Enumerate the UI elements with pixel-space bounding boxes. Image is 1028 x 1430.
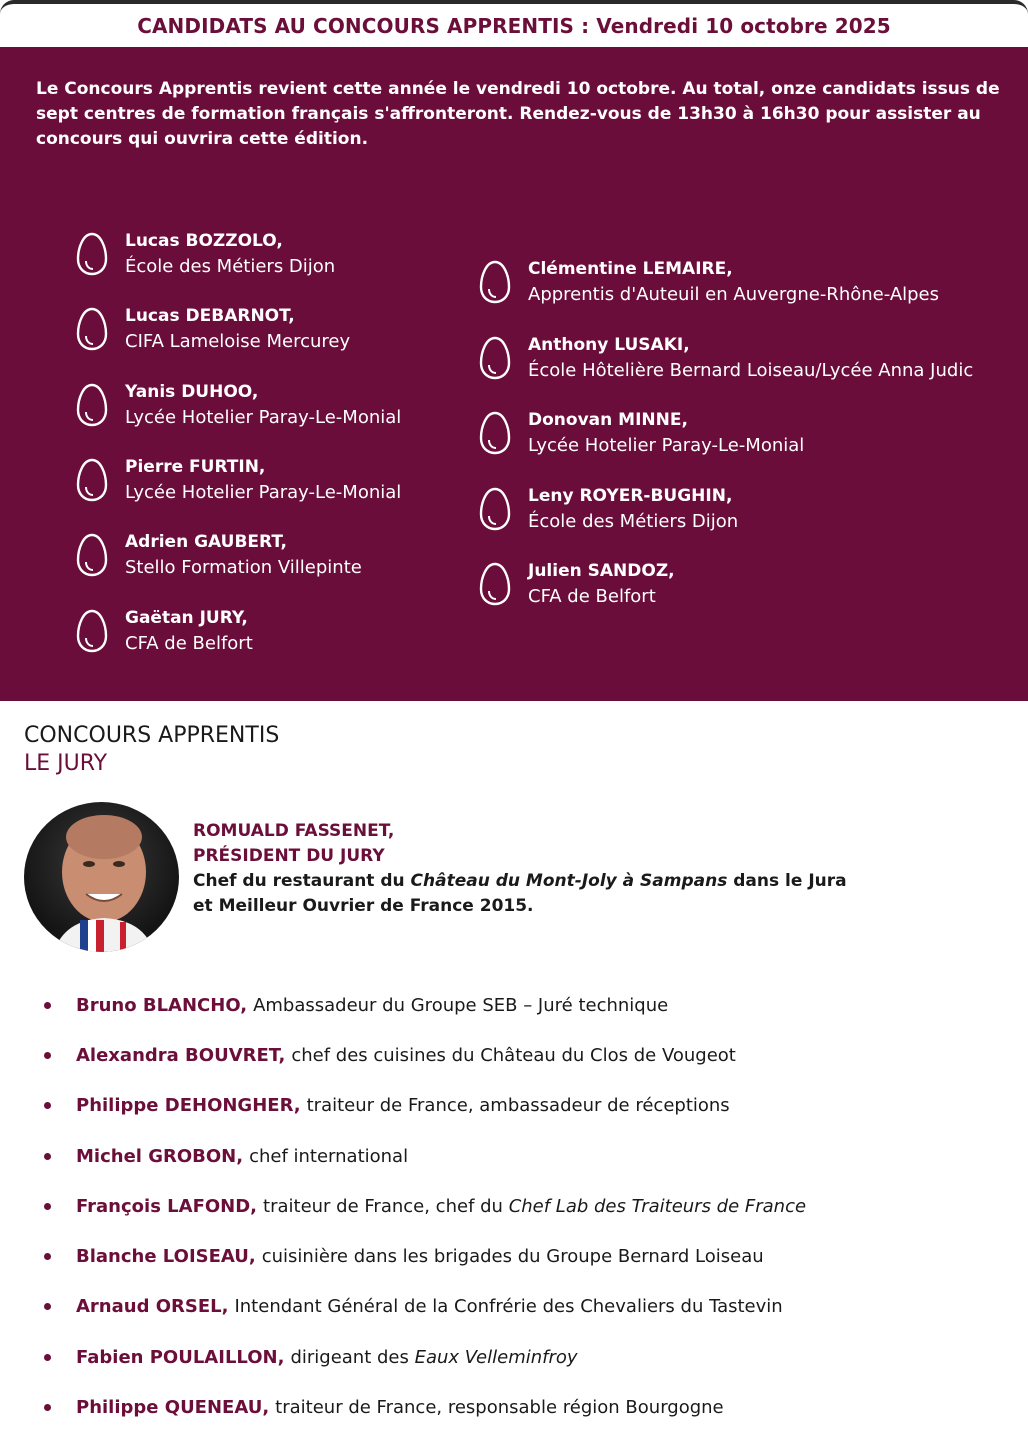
page-header <box>0 0 1028 47</box>
jury-desc <box>253 995 668 1016</box>
list-item <box>44 1332 806 1382</box>
desc-text: dans le Jura <box>727 871 847 891</box>
bullet-icon <box>44 1153 51 1160</box>
jury-section-heading <box>24 722 279 778</box>
candidate-item <box>75 229 335 279</box>
jury-name: Bruno BLANCHO, <box>76 994 248 1016</box>
bullet-icon <box>44 1303 51 1310</box>
bullet-icon <box>44 1253 51 1260</box>
candidate-name: Julien SANDOZ, <box>528 561 675 581</box>
candidate-name: Donovan MINNE, <box>528 410 688 430</box>
bullet-icon <box>44 1404 51 1411</box>
jury-desc <box>249 1146 408 1167</box>
candidate-school: Apprentis d'Auteuil en Auvergne-Rhône-Alpes <box>528 284 940 305</box>
intro-text: Le Concours Apprentis revient cette année le vendredi 10 octobre. Au total, onze candidats issus de sept centres de formation français s'affronteront. Rendez-vous de 13h30 à 16h30 pour assister au concours qui ouvrira cette édition. <box>36 79 1000 149</box>
section-subtitle: LE JURY <box>24 751 108 776</box>
bullet-icon <box>44 1052 51 1059</box>
desc-text: traiteur de France, ambassadeur de réceptions <box>306 1095 730 1117</box>
bullet-icon <box>44 1002 51 1009</box>
page-title: CANDIDATS AU CONCOURS APPRENTIS : Vendredi 10 octobre 2025 <box>137 13 891 38</box>
candidate-name: Adrien GAUBERT, <box>125 532 288 552</box>
jury-desc <box>262 1246 764 1267</box>
jury-name: Fabien POULAILLON, <box>76 1346 285 1368</box>
candidate-school: Lycée Hotelier Paray-Le-Monial <box>528 435 805 456</box>
candidate-item <box>478 333 973 383</box>
list-item <box>44 1282 806 1332</box>
candidate-name: Anthony LUSAKI, <box>528 335 690 355</box>
jury-list <box>44 980 806 1430</box>
candidate-school: École des Métiers Dijon <box>125 256 336 277</box>
desc-italic: Château du Mont-Joly à Sampans <box>410 871 728 891</box>
candidate-school: Stello Formation Villepinte <box>125 557 362 578</box>
desc-text: Ambassadeur du Groupe SEB – Juré technique <box>253 994 669 1016</box>
list-item <box>44 1131 806 1181</box>
jury-name: Michel GROBON, <box>76 1145 244 1167</box>
candidate-school: Lycée Hotelier Paray-Le-Monial <box>125 482 402 503</box>
candidate-name: Lucas BOZZOLO, <box>125 231 283 251</box>
list-item <box>44 1382 806 1430</box>
jury-name: Philippe DEHONGHER, <box>76 1095 301 1117</box>
egg-icon <box>75 457 109 503</box>
desc-text: traiteur de France, chef du <box>263 1195 509 1217</box>
jury-name: François LAFOND, <box>76 1195 258 1217</box>
candidate-name: Lucas DEBARNOT, <box>125 306 295 326</box>
candidate-name: Leny ROYER-BUGHIN, <box>528 486 733 506</box>
egg-icon <box>478 561 512 607</box>
desc-text: dirigeant des <box>290 1346 415 1368</box>
desc-text: Intendant Général de la Confrérie des Chevaliers du Tastevin <box>234 1296 783 1318</box>
candidate-school: CFA de Belfort <box>528 586 656 607</box>
egg-icon <box>478 486 512 532</box>
egg-icon <box>75 608 109 654</box>
president-name: ROMUALD FASSENET, <box>193 821 395 841</box>
jury-name: Arnaud ORSEL, <box>76 1296 229 1318</box>
candidate-item <box>75 380 401 430</box>
desc-text: Chef du restaurant du <box>193 871 411 891</box>
jury-name: Alexandra BOUVRET, <box>76 1044 286 1066</box>
section-title: CONCOURS APPRENTIS <box>24 723 280 748</box>
list-item <box>44 1081 806 1131</box>
desc-italic: Chef Lab des Traiteurs de France <box>508 1195 807 1217</box>
bullet-icon <box>44 1354 51 1361</box>
jury-name: Philippe QUENEAU, <box>76 1397 270 1419</box>
chef-portrait-image <box>24 802 179 952</box>
candidate-item <box>478 408 804 458</box>
candidate-school: CIFA Lameloise Mercurey <box>125 331 351 352</box>
list-item <box>44 1231 806 1281</box>
candidates-panel <box>0 47 1028 701</box>
jury-desc <box>234 1296 782 1317</box>
candidate-item <box>478 484 738 534</box>
jury-president <box>193 819 847 919</box>
bullet-icon <box>44 1102 51 1109</box>
candidate-name: Pierre FURTIN, <box>125 457 266 477</box>
president-role: PRÉSIDENT DU JURY <box>193 846 385 866</box>
egg-icon <box>75 382 109 428</box>
egg-icon <box>75 306 109 352</box>
candidate-item <box>75 304 350 354</box>
candidate-item <box>75 455 401 505</box>
egg-icon <box>478 259 512 305</box>
list-item <box>44 1181 806 1231</box>
egg-icon <box>478 335 512 381</box>
candidate-item <box>75 530 362 580</box>
candidate-school: École Hôtelière Bernard Loiseau/Lycée Anna Judic <box>528 360 974 381</box>
jury-name: Blanche LOISEAU, <box>76 1246 256 1268</box>
candidate-school: École des Métiers Dijon <box>528 511 739 532</box>
jury-desc <box>290 1347 577 1368</box>
desc-text: traiteur de France, responsable région Bourgogne <box>275 1397 724 1419</box>
egg-icon <box>75 532 109 578</box>
egg-icon <box>75 231 109 277</box>
candidate-name: Clémentine LEMAIRE, <box>528 259 733 279</box>
president-description <box>193 869 847 894</box>
jury-desc <box>307 1095 730 1116</box>
desc-text: chef des cuisines du Château du Clos de Vougeot <box>291 1044 736 1066</box>
candidate-item <box>478 257 939 307</box>
president-avatar <box>24 802 179 952</box>
candidate-name: Gaëtan JURY, <box>125 608 248 628</box>
jury-desc <box>275 1397 723 1418</box>
president-description-line2: et Meilleur Ouvrier de France 2015. <box>193 896 534 916</box>
jury-desc <box>291 1045 736 1066</box>
candidate-item <box>478 559 675 609</box>
desc-text: cuisinière dans les brigades du Groupe Bernard Loiseau <box>261 1246 764 1268</box>
list-item <box>44 1030 806 1080</box>
candidate-school: Lycée Hotelier Paray-Le-Monial <box>125 407 402 428</box>
desc-text: chef international <box>249 1145 409 1167</box>
jury-desc <box>263 1196 806 1217</box>
egg-icon <box>478 410 512 456</box>
list-item <box>44 980 806 1030</box>
candidate-item <box>75 606 253 656</box>
candidate-school: CFA de Belfort <box>125 633 253 654</box>
desc-italic: Eaux Velleminfroy <box>414 1346 578 1368</box>
bullet-icon <box>44 1203 51 1210</box>
candidate-name: Yanis DUHOO, <box>125 382 259 402</box>
